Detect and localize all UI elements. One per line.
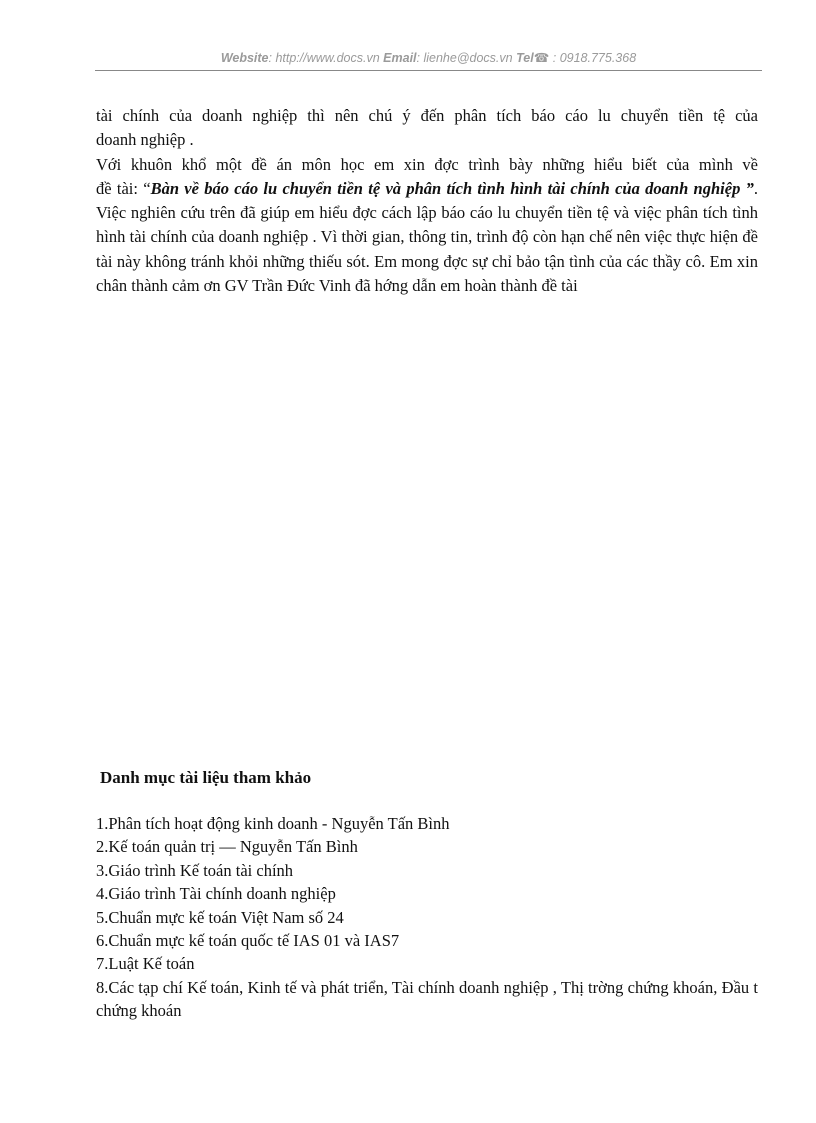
reference-item: 5.Chuẩn mực kế toán Việt Nam số 24 [96,907,344,927]
email-label: Email [383,51,417,65]
paragraph-2-rest: . Việc nghiên cứu trên đã giúp em hiểu đợc cách lập báo cáo lu chuyển tiền tệ và việc phân tích tình hình tài chính của doanh nghiệp . Vì thời gian, thông tin, trình độ còn hạn chế nên việc thực hiện đề tài này không tránh khỏi những thiếu sót. Em mong đợc sự chỉ bảo tận tình của các thầy cô. Em xin chân thành cảm ơn GV Trần Đức Vinh đã hớng dẫn em hoàn thành đề tài [96,178,758,296]
reference-item: 8.Các tạp chí Kế toán, Kinh tế và phát triển, Tài chính doanh nghiệp , Thị trờng chứng khoán, Đầu t chứng khoán [96,977,758,1021]
paragraph-1-line-1: tài chính của doanh nghiệp thì nên chú ý đến phân tích báo cáo lu chuyển tiền tệ của [96,106,758,125]
paragraph-2-line-1: Với khuôn khổ một đề án môn học em xin đợc trình bày những hiểu biết của mình về [96,154,758,174]
references-heading: Danh mục tài liệu tham khảo [100,768,312,787]
paragraph-1 [96,104,758,153]
header-divider [95,70,762,71]
reference-item: 4.Giáo trình Tài chính doanh nghiệp [96,884,336,904]
paragraph-2 [96,153,758,299]
reference-item: 6.Chuẩn mực kế toán quốc tế IAS 01 và IAS7 [96,931,400,951]
page-header [95,50,762,65]
paragraph-2-prefix: đề tài: “ [96,178,151,198]
paragraph-1-line-2: doanh nghiệp . [96,130,194,150]
website-label: Website [220,51,269,65]
reference-item: 7.Luật Kế toán [96,954,195,974]
reference-item: 1.Phân tích hoạt động kinh doanh - Nguyễn Tấn Bình [96,814,450,833]
reference-item: 3.Giáo trình Kế toán tài chính [96,860,294,880]
references-list [96,812,758,1023]
website-value: : http://www.docs.vn [268,51,380,65]
thesis-title: Bàn về báo cáo lu chuyển tiền tệ và phân tích tình hình tài chính của doanh nghiệp ” [150,178,754,198]
body-text [96,104,758,298]
email-value: : lienhe@docs.vn [416,51,513,65]
tel-label: Tel [516,51,534,65]
reference-item: 2.Kế toán quản trị — Nguyễn Tấn Bình [96,837,358,857]
tel-value: ☎ : 0918.775.368 [533,51,637,65]
